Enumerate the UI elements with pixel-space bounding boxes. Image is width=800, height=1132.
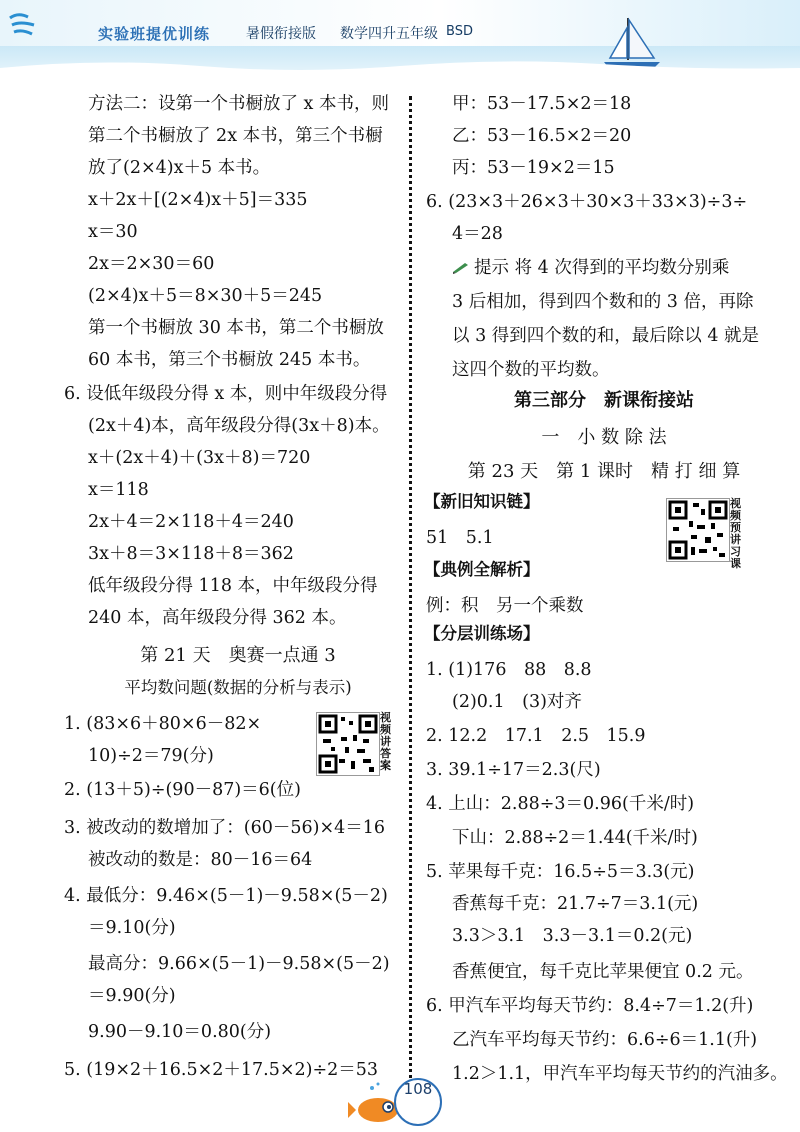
answer-line: 甲：53－17.5×2＝18 xyxy=(452,94,632,114)
day-21-title: 第 21 天 奥赛一点通 3 xyxy=(140,645,336,666)
answer-line: 乙：53－16.5×2＝20 xyxy=(452,126,632,146)
section-body: 51 5.1 xyxy=(426,528,494,548)
qr-caption: 视频预讲习课 xyxy=(730,497,741,570)
brand-logo-icon xyxy=(8,12,38,38)
answer-line: 下山：2.88÷2＝1.44(千米/时) xyxy=(452,828,698,848)
question-2-line: 2. (13＋5)÷(90－87)＝6(位) xyxy=(64,780,301,800)
answer-line: 3.3＞3.1 3.3－3.1＝0.2(元) xyxy=(452,926,693,946)
section-heading: 【分层训练场】 xyxy=(424,624,540,643)
header-wave xyxy=(0,56,800,78)
question-5-line: 5. (19×2＋16.5×2＋17.5×2)÷2＝53 xyxy=(64,1060,379,1080)
question-1-line: 1. (1)176 88 8.8 xyxy=(426,660,592,680)
question-1-line: 1. (83×6＋80×6－82× xyxy=(64,714,262,734)
page-number: 108 xyxy=(394,1078,442,1126)
equation-line: 3x＋8＝3×118＋8＝362 xyxy=(88,544,294,564)
unit-title: 一 小 数 除 法 xyxy=(541,427,667,448)
day-21-subtitle: 平均数问题(数据的分析与表示) xyxy=(124,678,352,697)
column-divider xyxy=(409,96,412,1086)
book-subject: 数学四升五年级 xyxy=(340,26,438,42)
equation-line: x＋(2x＋4)＋(3x＋8)＝720 xyxy=(88,448,311,468)
hint-line: 3 后相加，得到四个数和的 3 倍，再除 xyxy=(452,292,754,312)
qr-code-icon xyxy=(666,498,730,562)
qr-code-block xyxy=(666,497,748,570)
equation-line: (2×4)x＋5＝8×30＋5＝245 xyxy=(88,286,323,306)
equation-line: x＋2x＋[(2×4)x＋5]＝335 xyxy=(88,190,308,210)
question-3-line: 3. 被改动的数增加了：(60－56)×4＝16 xyxy=(64,818,386,838)
equation-line: x＝118 xyxy=(88,480,149,500)
answer-line: 香蕉每千克：21.7÷7＝3.1(元) xyxy=(452,894,699,914)
question-5-line: 5. 苹果每千克：16.5÷5＝3.3(元) xyxy=(426,862,695,882)
answer-line: 1.2＞1.1，甲汽车平均每天节约的汽油多。 xyxy=(452,1064,788,1084)
section-body: 例：积 另一个乘数 xyxy=(426,596,584,616)
book-code: BSD xyxy=(446,24,473,39)
equation-line: 2x＋4＝2×118＋4＝240 xyxy=(88,512,294,532)
hint-line: 这四个数的平均数。 xyxy=(452,360,610,380)
answer-line: 丙：53－19×2＝15 xyxy=(452,158,615,178)
question-3-line: 3. 39.1÷17＝2.3(尺) xyxy=(426,760,601,780)
hint-line: 以 3 得到四个数的和，最后除以 4 就是 xyxy=(452,326,760,346)
section-heading: 【新旧知识链】 xyxy=(424,492,540,511)
equation-line: x＝30 xyxy=(88,222,138,242)
question-6-line: 6. 设低年级段分得 x 本，则中年级段分得 xyxy=(64,384,388,404)
answer-line: 4＝28 xyxy=(452,224,503,244)
answer-line: 最高分：9.66×(5－1)－9.58×(5－2) xyxy=(88,954,390,974)
answer-line: 方法二：设第一个书橱放了 x 本书，则 xyxy=(88,94,389,114)
answer-line: 被改动的数是：80－16＝64 xyxy=(88,850,313,870)
answer-line: 乙汽车平均每天节约：6.6÷6＝1.1(升) xyxy=(452,1030,758,1050)
equation-line: 2x＝2×30＝60 xyxy=(88,254,215,274)
day-23-title: 第 23 天 第 1 课时 精 打 细 算 xyxy=(467,461,741,482)
answer-line: 香蕉便宜，每千克比苹果便宜 0.2 元。 xyxy=(452,962,754,982)
answer-line: 低年级段分得 118 本，中年级段分得 xyxy=(88,576,378,596)
answer-line: (2)0.1 (3)对齐 xyxy=(452,692,582,712)
question-6-line: 6. 甲汽车平均每天节约：8.4÷7＝1.2(升) xyxy=(426,996,754,1016)
qr-caption: 视频讲答案 xyxy=(380,711,391,772)
question-2-line: 2. 12.2 17.1 2.5 15.9 xyxy=(426,726,646,746)
answer-line: ＝9.10(分) xyxy=(88,918,176,938)
hint-line xyxy=(452,252,729,284)
answer-line: 第二个书橱放了 2x 本书，第三个书橱 xyxy=(88,126,383,146)
brand-name: 实验班提优训练 xyxy=(98,25,211,43)
answer-line: ＝9.90(分) xyxy=(88,986,176,1006)
part-3-title: 第三部分 新课衔接站 xyxy=(514,390,694,411)
page-header xyxy=(0,0,800,78)
answer-line: 60 本书，第三个书橱放 245 本书。 xyxy=(88,350,371,370)
book-edition: 暑假衔接版 xyxy=(246,26,316,42)
answer-line: 放了(2×4)x＋5 本书。 xyxy=(88,158,271,178)
answer-line: 9.90－9.10＝0.80(分) xyxy=(88,1022,272,1042)
qr-code-icon xyxy=(316,712,380,776)
question-4-line: 4. 上山：2.88÷3＝0.96(千米/时) xyxy=(426,794,695,814)
answer-line: 10)÷2＝79(分) xyxy=(88,746,214,766)
section-heading: 【典例全解析】 xyxy=(424,560,540,579)
hint-text: 提示 将 4 次得到的平均数分别乘 xyxy=(474,258,730,278)
answer-line: 240 本，高年级段分得 362 本。 xyxy=(88,608,347,628)
question-6-line: 6. (23×3＋26×3＋30×3＋33×3)÷3÷ xyxy=(426,192,748,212)
answer-line: 第一个书橱放 30 本书，第二个书橱放 xyxy=(88,318,384,338)
question-4-line: 4. 最低分：9.46×(5－1)－9.58×(5－2) xyxy=(64,886,388,906)
hint-pencil-icon xyxy=(452,260,470,274)
answer-line: (2x＋4)本，高年级段分得(3x＋8)本。 xyxy=(88,416,390,436)
qr-code-block xyxy=(316,712,398,776)
